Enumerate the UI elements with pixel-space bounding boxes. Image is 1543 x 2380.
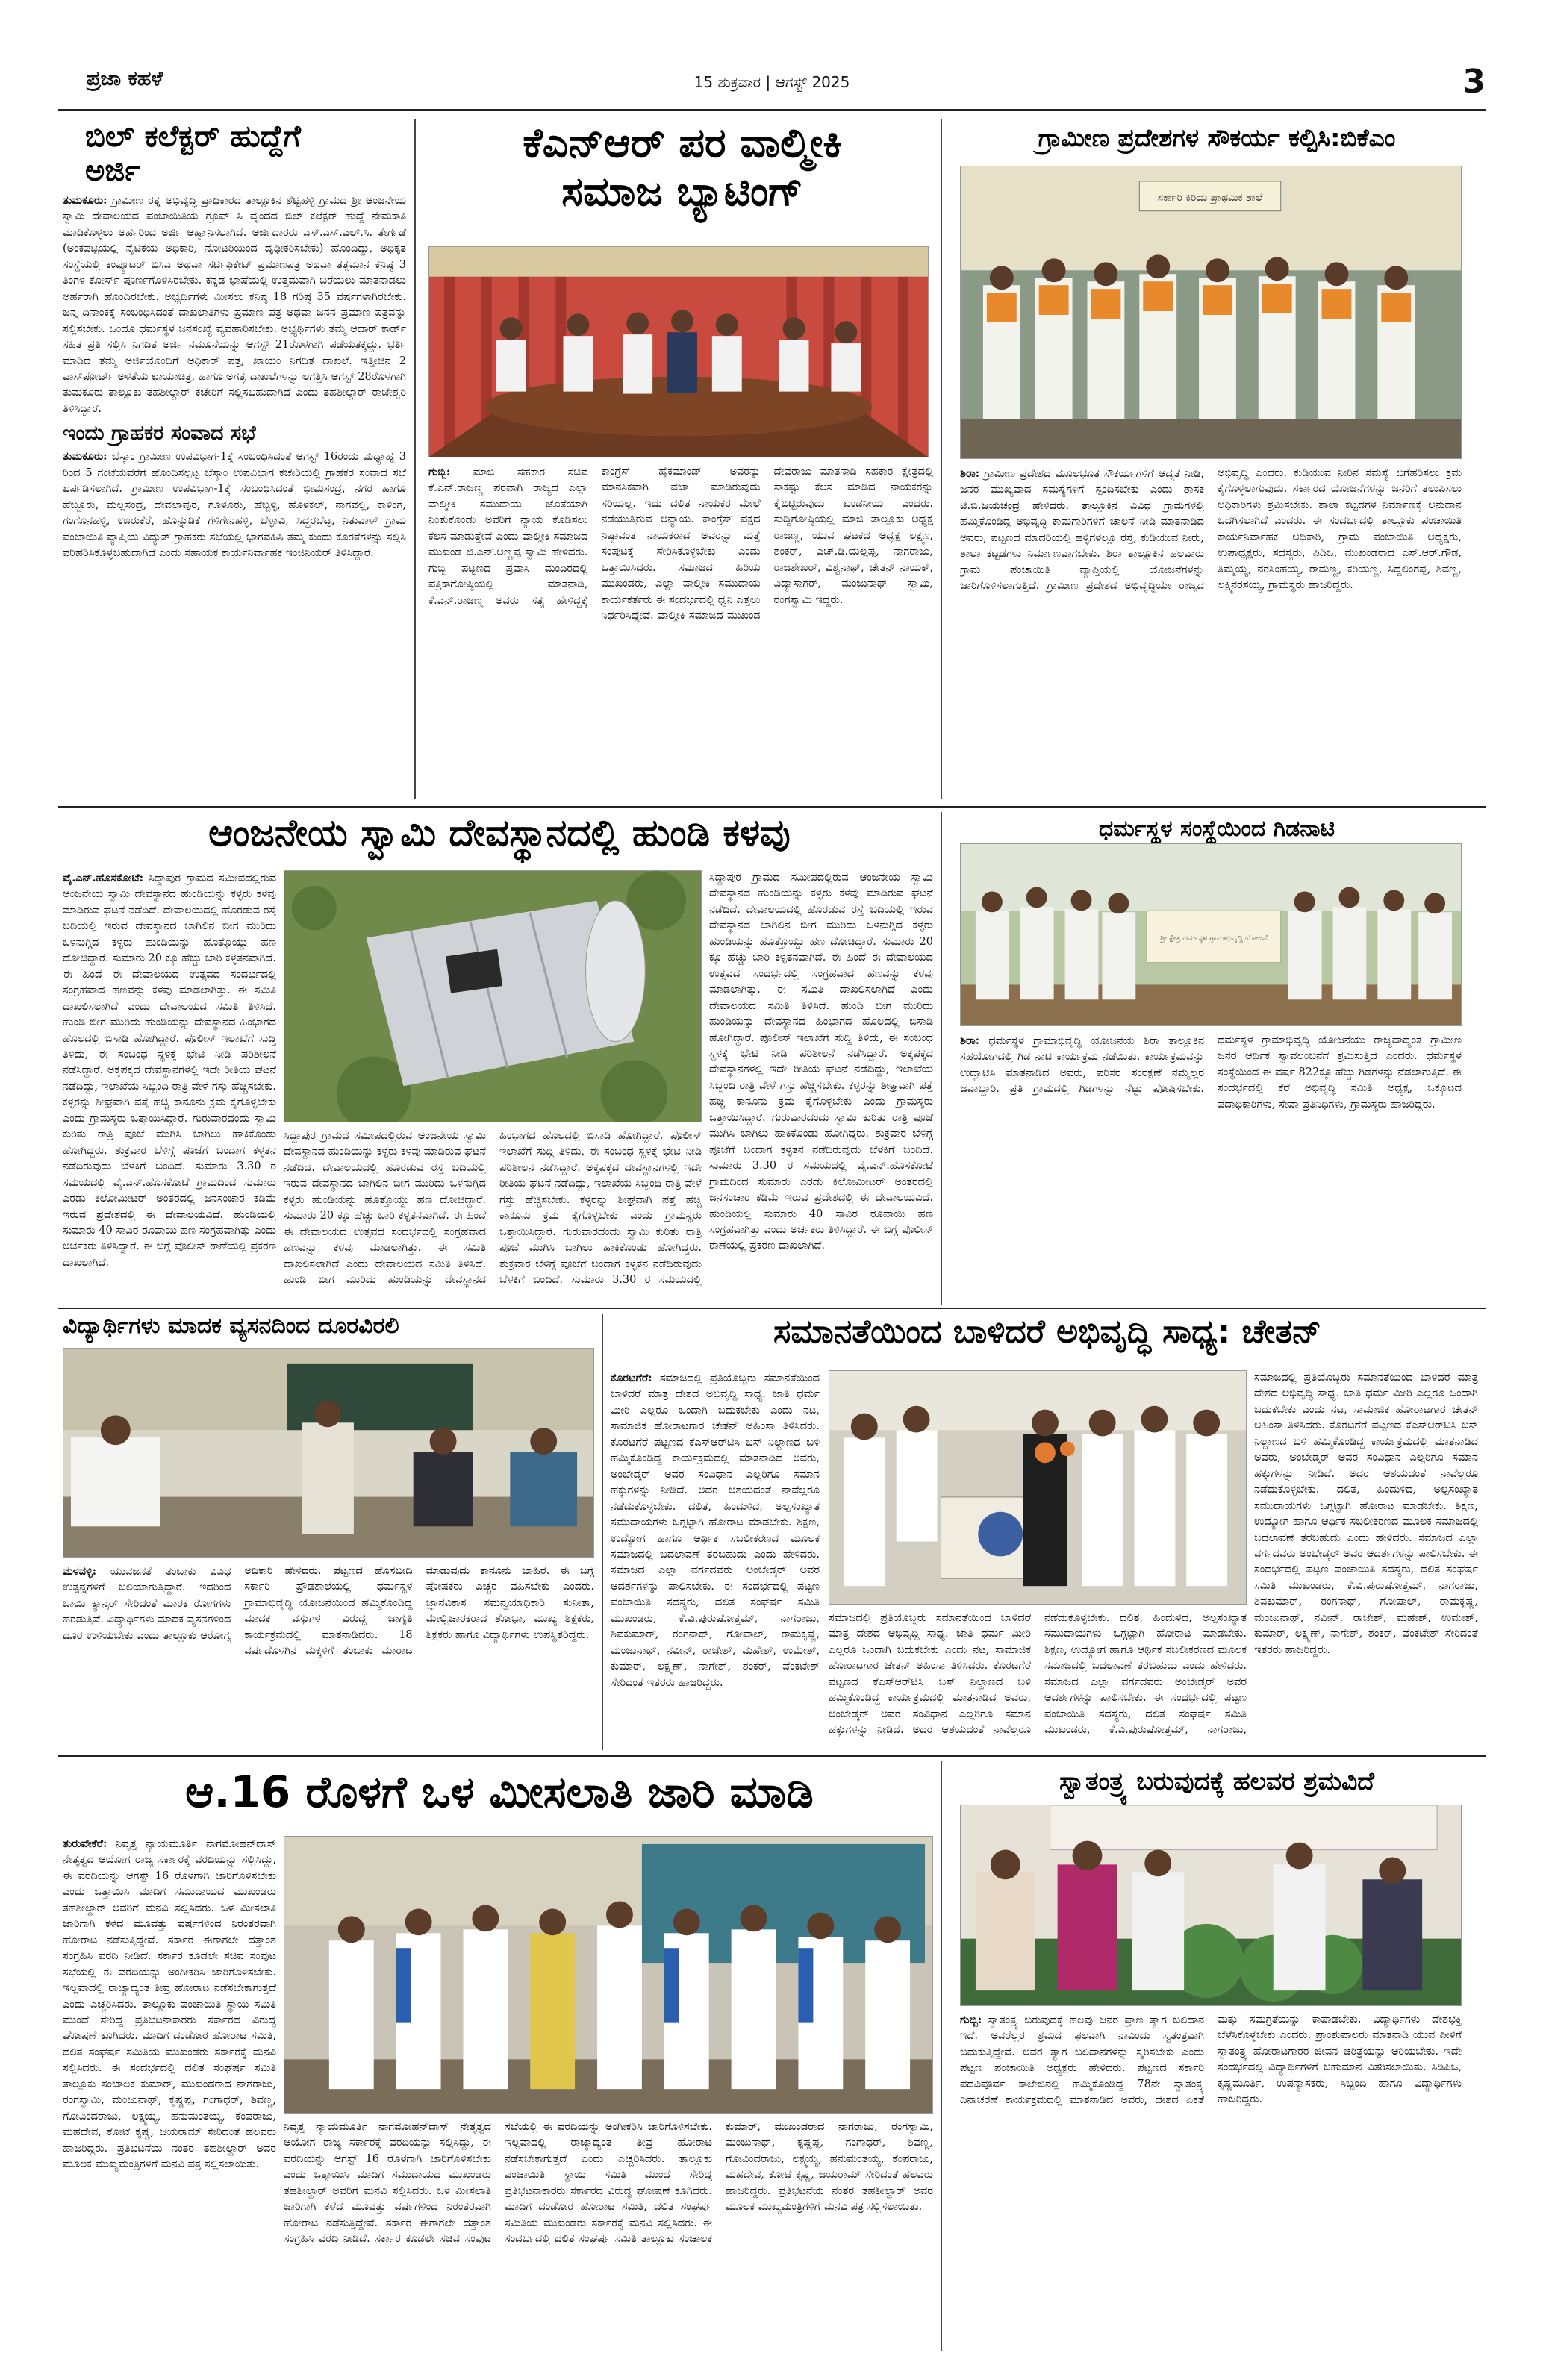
article-bill-collector: [63, 119, 406, 806]
issue-date: 15 ಶುಕ್ರವಾರ | ಆಗಸ್ಟ್ 2025: [693, 73, 850, 91]
column-rule: [602, 1314, 603, 1750]
page-number: 3: [1462, 63, 1486, 101]
body-text: ಬೆಸ್ಕಾಂ ಗ್ರಾಮೀಣ ಉಪವಿಭಾಗ-1ಕ್ಕೆ ಸಂಬಂಧಿಸಿದಂತೆ ಆಗಸ್ಟ್ 16ರಂದು ಮಧ್ಯಾಹ್ನ 3 ರಿಂದ 5 ಗಂಟೆಯವರೆಗೆ ಹೊಂದಿಸಲ್ಪಟ್ಟ ಬೆಸ್ಕಾಂ ಉಪವಿಭಾಗ ಕಚೇರಿಯಲ್ಲಿ ಗ್ರಾಹಕರ ಸಂವಾದ ಸಭೆ ಏರ್ಪಡಿಸಲಾಗಿದೆ. ಗ್ರಾಮೀಣ ಉಪವಿಭಾಗ-1ಕ್ಕೆ ಸಂಬಂಧಿಸಿದಂತೆ ಭೀಮಸಂದ್ರ, ನಗರ ಹಾಗೂ ಹೆಬ್ಬೂರು, ಮಲ್ಲಸಂದ್ರ, ದೇವಲಾಪುರ, ಗೂಳೂರು, ಹೆಬ್ಬಳ್ಳಿ, ಹೊಳಕಲ್, ನಾಗವಲ್ಲಿ, ಕಾಳಿಂಗ, ಗಂಗೊನಹಳ್ಳಿ, ಊರುಕೆರೆ, ಹೊನ್ನುಡಿಕೆ ಗಳಿಗೇನಹಳ್ಳಿ, ಬೆಳ್ಳಾವಿ, ಸಿದ್ದರಬೆಟ್ಟ, ನಿತುವಾಳ್ ಗ್ರಾಮ ಪಂಚಾಯಿತಿ ವ್ಯಾಪ್ತಿಯ ವಿದ್ಯುತ್ ಗ್ರಾಹಕರು ಸಭೆಯಲ್ಲಿ ಭಾಗವಹಿಸಿ ತಮ್ಮ ಕುಂದು ಕೊರತೆಗಳನ್ನು ಸಲ್ಲಿಸಿ ಪರಿಹರಿಸಿಕೊಳ್ಳಬಹುದಾಗಿದೆ ಎಂದು ಸಹಾಯಕ ಕಾರ್ಯನಿರ್ವಾಹಕ ಇಂಜಿನಿಯರ್ ತಿಳಿಸಿದ್ದಾರೆ.: [63, 451, 406, 560]
photo-stolen-hundi: [284, 870, 702, 1122]
article-rural-facilities: [950, 119, 1484, 164]
article-hundi-body-right: [709, 870, 933, 1303]
row-rule: [58, 1755, 1486, 1757]
article-hundi-body-bottom: [284, 1128, 702, 1303]
body-text: ಸ್ವಾತಂತ್ರ್ಯ ಬರುವುದಕ್ಕೆ ಹಲವು ಜನರ ಪ್ರಾಣ ತ್ಯಾಗ ಬಲಿದಾನ ಇದೆ. ಅವರೆಲ್ಲರ ಶ್ರಮದ ಫಲವಾಗಿ ನಾವಿಂದು ಸ್ವತಂತ್ರವಾಗಿ ಬದುಕುತ್ತಿದ್ದೇವೆ. ಅವರ ತ್ಯಾಗ ಬಲಿದಾನಗಳನ್ನು ಸ್ಮರಿಸಬೇಕು ಎಂದು ಪಟ್ಟಣ ಪಂಚಾಯಿತಿ ಅಧ್ಯಕ್ಷರು ಹೇಳಿದರು. ಪಟ್ಟಣದ ಸರ್ಕಾರಿ ಪದವಿಪೂರ್ವ ಕಾಲೇಜಿನಲ್ಲಿ ಹಮ್ಮಿಕೊಂಡಿದ್ದ 78ನೇ ಸ್ವಾತಂತ್ರ್ಯ ದಿನಾಚರಣೆ ಕಾರ್ಯಕ್ರಮದಲ್ಲಿ ಮಾತನಾಡಿದ ಅವರು, ದೇಶದ ಏಕತೆ ಮತ್ತು ಸಮಗ್ರತೆಯನ್ನು ಕಾಪಾಡಬೇಕು. ವಿದ್ಯಾರ್ಥಿಗಳು ದೇಶಭಕ್ತಿ ಬೆಳೆಸಿಕೊಳ್ಳಬೇಕು ಎಂದರು. ಪ್ರಾಂಶುಪಾಲರು ಮಾತನಾಡಿ ಯುವ ಪೀಳಿಗೆ ಸ್ವಾತಂತ್ರ್ಯ ಹೋರಾಟಗಾರರ ಜೀವನ ಚರಿತ್ರೆಯನ್ನು ಅರಿಯಬೇಕು. ಇದೇ ಸಂದರ್ಭದಲ್ಲಿ ವಿದ್ಯಾರ್ಥಿಗಳಿಗೆ ಬಹುಮಾನ ವಿತರಿಸಲಾಯಿತು. ಸಿಡಿಪಿಒ, ಕೃಷ್ಣಮೂರ್ತಿ, ಉಪನ್ಯಾಸಕರು, ಸಿಬ್ಬಂದಿ ಹಾಗೂ ವಿದ್ಯಾರ್ಥಿಗಳು ಹಾಜರಿದ್ದರು.: [960, 2014, 1462, 2107]
photo-school-program: [63, 1348, 594, 1558]
article-reservation-body-left: [63, 1836, 276, 2351]
headline: ಸ್ವಾತಂತ್ರ್ಯ ಬರುವುದಕ್ಕೆ ಹಲವರ ಶ್ರಮವಿದೆ: [1059, 1767, 1374, 1796]
body-text: ಯುವಜನತೆ ತಂಬಾಕು ವಿವಿಧ ಉತ್ಪನ್ನಗಳಿಗೆ ಬಲಿಯಾಗುತ್ತಿದ್ದಾರೆ. ಇದರಿಂದ ಬಾಯಿ ಕ್ಯಾನ್ಸರ್ ಸೇರಿದಂತೆ ಮಾರಕ ರೋಗಗಳು ಹರಡುತ್ತಿವೆ. ವಿದ್ಯಾರ್ಥಿಗಳು ಮಾದಕ ವ್ಯಸನಗಳಿಂದ ದೂರ ಉಳಿಯಬೇಕು ಎಂದು ತಾಲ್ಲೂಕು ಆರೋಗ್ಯ ಅಧಿಕಾರಿ ಹೇಳಿದರು. ಪಟ್ಟಣದ ಹೊಸಬೀದಿ ಸರ್ಕಾರಿ ಪ್ರೌಢಶಾಲೆಯಲ್ಲಿ ಧರ್ಮಸ್ಥಳ ಗ್ರಾಮಾಭಿವೃದ್ಧಿ ಯೋಜನೆಯಿಂದ ಹಮ್ಮಿಕೊಂಡಿದ್ದ ಮಾದಕ ವಸ್ತುಗಳ ವಿರುದ್ಧ ಜಾಗೃತಿ ಕಾರ್ಯಕ್ರಮದಲ್ಲಿ ಮಾತನಾಡಿದರು. 18 ವರ್ಷದೊಳಗಿನ ಮಕ್ಕಳಿಗೆ ತಂಬಾಕು ಮಾರಾಟ ಮಾಡುವುದು ಕಾನೂನು ಬಾಹಿರ. ಈ ಬಗ್ಗೆ ಪೋಷಕರು ಎಚ್ಚರ ವಹಿಸಬೇಕು ಎಂದರು. ಜ್ಞಾನವಿಕಾಸ ಸಮನ್ವಯಾಧಿಕಾರಿ ಸುನೀತಾ, ಮೇಲ್ವಿಚಾರಕರಾದ ಶೋಭಾ, ಮುಖ್ಯ ಶಿಕ್ಷಕರು, ಶಿಕ್ಷಕರು ಹಾಗೂ ವಿದ್ಯಾರ್ಥಿಗಳು ಉಪಸ್ಥಿತರಿದ್ದರು.: [63, 1565, 594, 1658]
newspaper-name: ಪ್ರಜಾ ಕಹಳೆ: [87, 67, 163, 90]
column-rule: [941, 119, 942, 799]
headline: ಆ.16 ರೊಳಗೆ ಒಳ ಮೀಸಲಾತಿ ಜಾರಿ ಮಾಡಿ: [185, 1767, 814, 1817]
body-text: ಗ್ರಾಮೀಣ ರತ್ನ ಅಭಿವೃದ್ಧಿ ಪ್ರಾಧಿಕಾರದ ತಾಲ್ಲೂಕಿನ ಶೆಟ್ಟಿಹಳ್ಳಿ ಗ್ರಾಮದ ಶ್ರೀ ಆಂಜನೇಯ ಸ್ವಾಮಿ ದೇವಾಲಯದ ಪಂಚಾಯಿತಿಯ ಗ್ರೂಪ್ ಸಿ ವೃಂದದ ಬಿಲ್ ಕಲೆಕ್ಟರ್ ಹುದ್ದೆ ನೇಮಕಾತಿ ಮಾಡಿಕೊಳ್ಳಲು ಅರ್ಹರಿಂದ ಅರ್ಜಿ ಆಹ್ವಾನಿಸಲಾಗಿದೆ. ಅರ್ಜಿದಾರರು ಎಸ್.ಎಸ್.ಎಲ್.ಸಿ. ತೇರ್ಗಡೆ (ಅಂಕಪಟ್ಟಿಯಲ್ಲಿ ನೈಟಿಕೆಯ ಅಧಿಕಾರಿ, ನೋಟರಿಯಿಂದ ದೃಢೀಕರಿಸಬೇಕು) ಹೊಂದಿದ್ದು, ಅಧಿಕೃತ ಸಂಸ್ಥೆಯಲ್ಲಿ ಕಂಪ್ಯೂಟರ್ ಬಿಸಿಎ ಅಥವಾ ಸರ್ಟಿಫಿಕೇಟ್ ಪ್ರಮಾಣಪತ್ರ ಅಥವಾ ತತ್ಸಮಾನ ಕನಿಷ್ಠ 3 ತಿಂಗಳ ಕೋರ್ಸ್ ಪೂರ್ಣಗೊಳಿಸಿರಬೇಕು. ಕನ್ನಡ ಭಾಷೆಯಲ್ಲಿ ಉತ್ತಮವಾಗಿ ಬರೆಯಲು ಮಾತನಾಡಲು ಅರ್ಹರಾಗಿ ಹೊಂದಿರಬೇಕು. ಅಭ್ಯರ್ಥಿಗಳು ಮೀಸಲು ಕನಿಷ್ಠ 18 ಗರಿಷ್ಠ 35 ವರ್ಷಗಳಾಗಿರಬೇಕು. ಜನ್ಮ ದಿನಾಂಕಕ್ಕೆ ಸಂಬಂಧಿಸಿದಂತೆ ದಾಖಲಾತಿಗಳು ಪ್ರಮಾಣ ಪತ್ರ ಅಥವಾ ಜನನ ಪ್ರಮಾಣ ಪತ್ರವನ್ನು ಸಲ್ಲಿಸಬೇಕು. ಒಂದೂ ಧರ್ಮಸ್ಥಳ ಜನಸಂಖ್ಯೆ ವ್ಯವಹಾರಿಸಬೇಕು. ಅಭ್ಯರ್ಥಿಗಳು ತಮ್ಮ ಆಧಾರ್ ಕಾರ್ಡ್ ಸಹಿತ ಪ್ರತಿ ಸಲ್ಲಿಸಿ ನಿಗದಿತ ಅರ್ಜಿ ನಮೂನೆಯನ್ನು ಆಗಸ್ಟ್ 21ರೊಳಗಾಗಿ ಪಡೆಯತಕ್ಕದ್ದು. ಭರ್ತಿ ಮಾಡಿದ ತಮ್ಮ ಅರ್ಜಿಯೊಂದಿಗೆ ಅಧಿಕಾರ್ ಪತ್ರ, ಖಾಯಂ ನಿಗದಿತ ದಾಖಲೆ. ಇತ್ತೀಚಿನ 2 ಪಾಸ್‌ಪೋರ್ಟ್ ಅಳತೆಯ ಛಾಯಾಚಿತ್ರ, ಹಾಗೂ ಅಗತ್ಯ ದಾಖಲೆಗಳನ್ನು ಲಗತ್ತಿಸಿ ಆಗಸ್ಟ್ 28ರೊಳಗಾಗಿ ತುಮಕೂರು ತಾಲ್ಲೂಕು ತಹಶೀಲ್ದಾರ್ ಕಚೇರಿಗೆ ಸಲ್ಲಿಸಬಹುದಾಗಿದೆ ಎಂದು ತಹಶೀಲ್ದಾರ್ ರಾಜೇಶ್ವರಿ ತಿಳಿಸಿದ್ದಾರೆ.: [63, 195, 406, 415]
body-text: ಧರ್ಮಸ್ಥಳ ಗ್ರಾಮಾಭಿವೃದ್ಧಿ ಯೋಜನೆಯ ಶಿರಾ ತಾಲ್ಲೂಕಿನ ಸಹಯೋಗದಲ್ಲಿ ಗಿಡ ನಾಟಿ ಕಾರ್ಯಕ್ರಮ ನಡೆಯಿತು. ಕಾರ್ಯಕ್ರಮವನ್ನು ಉದ್ಘಾಟಿಸಿ ಮಾತನಾಡಿದ ಅವರು, ಪರಿಸರ ಸಂರಕ್ಷಣೆ ನಮ್ಮೆಲ್ಲರ ಜವಾಬ್ದಾರಿ. ಪ್ರತಿ ಗ್ರಾಮದಲ್ಲಿ ಗಿಡಗಳನ್ನು ನೆಟ್ಟು ಪೋಷಿಸಬೇಕು. ಧರ್ಮಸ್ಥಳ ಗ್ರಾಮಾಭಿವೃದ್ಧಿ ಯೋಜನೆಯು ರಾಜ್ಯದಾದ್ಯಂತ ಗ್ರಾಮೀಣ ಜನರ ಆರ್ಥಿಕ ಸ್ವಾವಲಂಬನೆಗೆ ಶ್ರಮಿಸುತ್ತಿದೆ ಎಂದರು. ಧರ್ಮಸ್ಥಳ ಸಂಸ್ಥೆಯಿಂದ ಈ ವರ್ಷ 822ಕ್ಕೂ ಹೆಚ್ಚು ಗಿಡಗಳನ್ನು ನೆಡಲಾಗುತ್ತಿದೆ. ಈ ಸಂದರ್ಭದಲ್ಲಿ ಕೆರೆ ಅಭಿವೃದ್ಧಿ ಸಮಿತಿ ಅಧ್ಯಕ್ಷ, ಒಕ್ಕೂಟದ ಪದಾಧಿಕಾರಿಗಳು, ಸೇವಾ ಪ್ರತಿನಿಧಿಗಳು, ಗ್ರಾಮಸ್ಥರು ಹಾಜರಿದ್ದರು.: [960, 1034, 1462, 1111]
photo-protest: [284, 1836, 933, 2114]
headline: ಕೆಎನ್ಆರ್ ಪರ ವಾಲ್ಮೀಕಿ ಸಮಾಜ ಬ್ಯಾಟಿಂಗ್: [523, 119, 842, 215]
body-text: ಸಿದ್ದಾಪುರ ಗ್ರಾಮದ ಸಮೀಪದಲ್ಲಿರುವ ಆಂಜನೇಯ ಸ್ವಾಮಿ ದೇವಸ್ಥಾನದ ಹುಂಡಿಯನ್ನು ಕಳ್ಳರು ಕಳವು ಮಾಡಿರುವ ಘಟನೆ ನಡೆದಿದೆ. ದೇವಾಲಯದಲ್ಲಿ ಹೊರಡುವ ರಸ್ತೆ ಬದಿಯಲ್ಲಿ ಇರುವ ದೇವಸ್ಥಾನದ ಬಾಗಿಲಿನ ಬೀಗ ಮುರಿದು ಒಳನುಗ್ಗಿದ ಕಳ್ಳರು ಹುಂಡಿಯನ್ನು ಹೊತ್ತೊಯ್ದು ಹಣ ದೋಚಿದ್ದಾರೆ. ಸುಮಾರು 20 ಕ್ಕೂ ಹೆಚ್ಚು ಬಾರಿ ಕಳ್ಳತನವಾಗಿದೆ. ಈ ಹಿಂದೆ ಈ ದೇವಾಲಯದ ಉತ್ಸವದ ಸಂದರ್ಭದಲ್ಲಿ ಸಂಗ್ರಹವಾದ ಹಣವನ್ನು ಕಳವು ಮಾಡಲಾಗಿತ್ತು. ಈ ಸಮಿತಿ ದಾಖಲಿಸಲಾಗಿದೆ ಎಂದು ದೇವಾಲಯದ ಸಮಿತಿ ತಿಳಿಸಿದೆ. ಹುಂಡಿ ಬೀಗ ಮುರಿದು ಹುಂಡಿಯನ್ನು ದೇವಸ್ಥಾನದ ಹಿಂಭಾಗದ ಹೊಲದಲ್ಲಿ ಬಿಸಾಡಿ ಹೋಗಿದ್ದಾರೆ. ಪೊಲೀಸ್ ಇಲಾಖೆಗೆ ಸುದ್ದಿ ತಿಳಿದು, ಈ ಸಂಬಂಧ ಸ್ಥಳಕ್ಕೆ ಭೇಟಿ ನೀಡಿ ಪರಿಶೀಲನೆ ನಡೆಸಿದ್ದಾರೆ. ಅಕ್ಕಪಕ್ಕದ ದೇವಸ್ಥಾನಗಳಲ್ಲಿ ಇದೇ ರೀತಿಯ ಘಟನೆ ನಡೆದಿದ್ದು, ಇಲಾಖೆಯ ಸಿಬ್ಬಂದಿ ರಾತ್ರಿ ವೇಳೆ ಗಸ್ತು ಹೆಚ್ಚಿಸಬೇಕು. ಕಳ್ಳರನ್ನು ಶೀಘ್ರವಾಗಿ ಪತ್ತೆ ಹಚ್ಚಿ ಕಾನೂನು ಕ್ರಮ ಕೈಗೊಳ್ಳಬೇಕು ಎಂದು ಗ್ರಾಮಸ್ಥರು ಒತ್ತಾಯಿಸಿದ್ದಾರೆ. ಗುರುವಾರದಂದು ಸ್ವಾಮಿ ಕುರಿತು ರಾತ್ರಿ ಪೂಜೆ ಮುಗಿಸಿ ಬಾಗಿಲು ಹಾಕಿಕೊಂಡು ಹೋಗಿದ್ದರು. ಶುಕ್ರವಾರ ಬೆಳಿಗ್ಗೆ ಪೂಜೆಗೆ ಬಂದಾಗ ಕಳ್ಳತನ ನಡೆದಿರುವುದು ಬೆಳಕಿಗೆ ಬಂದಿದೆ. ಸುಮಾರು 3.30 ರ ಸಮಯದಲ್ಲಿ: [284, 1130, 702, 1287]
article-body-2: [63, 449, 406, 561]
dateline: ಗುಬ್ಬಿ:: [960, 2014, 982, 2026]
body-text: ನಿವೃತ್ತ ನ್ಯಾಯಮೂರ್ತಿ ನಾಗಮೋಹನ್‌ದಾಸ್ ನೇತೃತ್ವದ ಆಯೋಗ ರಾಜ್ಯ ಸರ್ಕಾರಕ್ಕೆ ವರದಿಯನ್ನು ಸಲ್ಲಿಸಿದ್ದು, ಈ ವರದಿಯನ್ನು ಆಗಸ್ಟ್ 16 ರೊಳಗಾಗಿ ಜಾರಿಗೊಳಿಸಬೇಕು ಎಂದು ಒತ್ತಾಯಿಸಿ ಮಾದಿಗ ಸಮುದಾಯದ ಮುಖಂಡರು ತಹಶೀಲ್ದಾರ್ ಅವರಿಗೆ ಮನವಿ ಸಲ್ಲಿಸಿದರು. ಒಳ ಮೀಸಲಾತಿ ಜಾರಿಗಾಗಿ ಕಳೆದ ಮೂವತ್ತು ವರ್ಷಗಳಿಂದ ನಿರಂತರವಾಗಿ ಹೋರಾಟ ನಡೆಸುತ್ತಿದ್ದೇವೆ. ಸರ್ಕಾರ ಈಗಾಗಲೇ ದತ್ತಾಂಶ ಸಂಗ್ರಹಿಸಿ ವರದಿ ನೀಡಿದೆ. ಸರ್ಕಾರ ಕೂಡಲೇ ಸಚಿವ ಸಂಪುಟ ಸಭೆಯಲ್ಲಿ ಈ ವರದಿಯನ್ನು ಅಂಗೀಕರಿಸಿ ಜಾರಿಗೊಳಿಸಬೇಕು. ಇಲ್ಲವಾದಲ್ಲಿ ರಾಜ್ಯಾದ್ಯಂತ ತೀವ್ರ ಹೋರಾಟ ನಡೆಸಬೇಕಾಗುತ್ತದೆ ಎಂದು ಎಚ್ಚರಿಸಿದರು. ತಾಲ್ಲೂಕು ಪಂಚಾಯಿತಿ ಸ್ಥಾಯಿ ಸಮಿತಿ ಮುಂದೆ ಸೇರಿದ್ದ ಪ್ರತಿಭಟನಾಕಾರರು ಸರ್ಕಾರದ ವಿರುದ್ಧ ಘೋಷಣೆ ಕೂಗಿದರು. ಮಾದಿಗ ದಂಡೋರ ಹೋರಾಟ ಸಮಿತಿ, ದಲಿತ ಸಂಘರ್ಷ ಸಮಿತಿಯ ಮುಖಂಡರು ಸರ್ಕಾರಕ್ಕೆ ಮನವಿ ಸಲ್ಲಿಸಿದರು. ಈ ಸಂದರ್ಭದಲ್ಲಿ ದಲಿತ ಸಂಘರ್ಷ ಸಮಿತಿ ತಾಲ್ಲೂಕು ಸಂಚಾಲಕ ಕುಮಾರ್, ಮುಖಂಡರಾದ ನಾಗರಾಜು, ರಂಗಸ್ವಾಮಿ, ಮಂಜುನಾಥ್, ಕೃಷ್ಣಪ್ಪ, ಗಂಗಾಧರ್, ಶಿವಣ್ಣ, ಗೋವಿಂದರಾಜು, ಲಕ್ಷ್ಮಯ್ಯ, ಹನುಮಂತಯ್ಯ, ಕೆಂಪರಾಜು, ಮಹದೇವ, ಕೋಟೆ ಕೃಷ್ಣ, ಜಯರಾಮ್ ಸೇರಿದಂತೆ ಹಲವರು ಹಾಜರಿದ್ದರು. ಪ್ರತಿಭಟನೆಯ ನಂತರ ತಹಶೀಲ್ದಾರ್ ಅವರ ಮೂಲಕ ಮುಖ್ಯಮಂತ್ರಿಗಳಿಗೆ ಮನವಿ ಪತ್ರ ಸಲ್ಲಿಸಲಾಯಿತು.: [284, 2121, 933, 2246]
photo-rural-event: [960, 166, 1462, 459]
article-independence-body: [960, 2012, 1462, 2351]
dateline: ಗುಬ್ಬಿ:: [428, 466, 451, 478]
banner-text: ಶ್ರೀ ಕ್ಷೇತ್ರ ಧರ್ಮಸ್ಥಳ ಗ್ರಾಮಾಭಿವೃದ್ಧಿ ಯೋಜನೆ: [1160, 934, 1268, 943]
article-rural-body: [960, 466, 1462, 799]
headline: ಆಂಜನೇಯ ಸ್ವಾಮಿ ದೇವಸ್ಥಾನದಲ್ಲಿ ಹುಂಡಿ ಕಳವು: [208, 812, 791, 855]
body-text: ನಿವೃತ್ತ ನ್ಯಾಯಮೂರ್ತಿ ನಾಗಮೋಹನ್‌ದಾಸ್ ನೇತೃತ್ವದ ಆಯೋಗ ರಾಜ್ಯ ಸರ್ಕಾರಕ್ಕೆ ವರದಿಯನ್ನು ಸಲ್ಲಿಸಿದ್ದು, ಈ ವರದಿಯನ್ನು ಆಗಸ್ಟ್ 16 ರೊಳಗಾಗಿ ಜಾರಿಗೊಳಿಸಬೇಕು ಎಂದು ಒತ್ತಾಯಿಸಿ ಮಾದಿಗ ಸಮುದಾಯದ ಮುಖಂಡರು ತಹಶೀಲ್ದಾರ್ ಅವರಿಗೆ ಮನವಿ ಸಲ್ಲಿಸಿದರು. ಒಳ ಮೀಸಲಾತಿ ಜಾರಿಗಾಗಿ ಕಳೆದ ಮೂವತ್ತು ವರ್ಷಗಳಿಂದ ನಿರಂತರವಾಗಿ ಹೋರಾಟ ನಡೆಸುತ್ತಿದ್ದೇವೆ. ಸರ್ಕಾರ ಈಗಾಗಲೇ ದತ್ತಾಂಶ ಸಂಗ್ರಹಿಸಿ ವರದಿ ನೀಡಿದೆ. ಸರ್ಕಾರ ಕೂಡಲೇ ಸಚಿವ ಸಂಪುಟ ಸಭೆಯಲ್ಲಿ ಈ ವರದಿಯನ್ನು ಅಂಗೀಕರಿಸಿ ಜಾರಿಗೊಳಿಸಬೇಕು. ಇಲ್ಲವಾದಲ್ಲಿ ರಾಜ್ಯಾದ್ಯಂತ ತೀವ್ರ ಹೋರಾಟ ನಡೆಸಬೇಕಾಗುತ್ತದೆ ಎಂದು ಎಚ್ಚರಿಸಿದರು. ತಾಲ್ಲೂಕು ಪಂಚಾಯಿತಿ ಸ್ಥಾಯಿ ಸಮಿತಿ ಮುಂದೆ ಸೇರಿದ್ದ ಪ್ರತಿಭಟನಾಕಾರರು ಸರ್ಕಾರದ ವಿರುದ್ಧ ಘೋಷಣೆ ಕೂಗಿದರು. ಮಾದಿಗ ದಂಡೋರ ಹೋರಾಟ ಸಮಿತಿ, ದಲಿತ ಸಂಘರ್ಷ ಸಮಿತಿಯ ಮುಖಂಡರು ಸರ್ಕಾರಕ್ಕೆ ಮನವಿ ಸಲ್ಲಿಸಿದರು. ಈ ಸಂದರ್ಭದಲ್ಲಿ ದಲಿತ ಸಂಘರ್ಷ ಸಮಿತಿ ತಾಲ್ಲೂಕು ಸಂಚಾಲಕ ಕುಮಾರ್, ಮುಖಂಡರಾದ ನಾಗರಾಜು, ರಂಗಸ್ವಾಮಿ, ಮಂಜುನಾಥ್, ಕೃಷ್ಣಪ್ಪ, ಗಂಗಾಧರ್, ಶಿವಣ್ಣ, ಗೋವಿಂದರಾಜು, ಲಕ್ಷ್ಮಯ್ಯ, ಹನುಮಂತಯ್ಯ, ಕೆಂಪರಾಜು, ಮಹದೇವ, ಕೋಟೆ ಕೃಷ್ಣ, ಜಯರಾಮ್ ಸೇರಿದಂತೆ ಹಲವರು ಹಾಜರಿದ್ದರು. ಪ್ರತಿಭಟನೆಯ ನಂತರ ತಹಶೀಲ್ದಾರ್ ಅವರ ಮೂಲಕ ಮುಖ್ಯಮಂತ್ರಿಗಳಿಗೆ ಮನವಿ ಪತ್ರ ಸಲ್ಲಿಸಲಾಯಿತು.: [63, 1838, 276, 2171]
dateline: ತುಮಕೂರು:: [63, 194, 107, 207]
headline: ಸಮಾನತೆಯಿಂದ ಬಾಳಿದರೆ ಅಭಿವೃದ್ಧಿ ಸಾಧ್ಯ: ಚೇತನ್: [773, 1314, 1322, 1351]
photo-equality-event: [829, 1370, 1247, 1605]
headline: ಧರ್ಮಸ್ಥಳ ಸಂಸ್ಥೆಯಿಂದ ಗಿಡನಾಟಿ: [1098, 816, 1335, 842]
column-rule: [414, 119, 416, 799]
body-text: ಸಮಾಜದಲ್ಲಿ ಪ್ರತಿಯೊಬ್ಬರು ಸಮಾನತೆಯಿಂದ ಬಾಳಿದರೆ ಮಾತ್ರ ದೇಶದ ಅಭಿವೃದ್ಧಿ ಸಾಧ್ಯ. ಜಾತಿ ಧರ್ಮ ಮೀರಿ ಎಲ್ಲರೂ ಒಂದಾಗಿ ಬದುಕಬೇಕು ಎಂದು ನಟ, ಸಾಮಾಜಿಕ ಹೋರಾಟಗಾರ ಚೇತನ್ ಅಹಿಂಸಾ ತಿಳಿಸಿದರು. ಕೊರಟಗೆರೆ ಪಟ್ಟಣದ ಕೆಎಸ್ಆರ್‌ಟಿಸಿ ಬಸ್ ನಿಲ್ದಾಣದ ಬಳಿ ಹಮ್ಮಿಕೊಂಡಿದ್ದ ಕಾರ್ಯಕ್ರಮದಲ್ಲಿ ಮಾತನಾಡಿದ ಅವರು, ಅಂಬೇಡ್ಕರ್ ಅವರ ಸಂವಿಧಾನ ಎಲ್ಲರಿಗೂ ಸಮಾನ ಹಕ್ಕುಗಳನ್ನು ನೀಡಿದೆ. ಅದರ ಆಶಯದಂತೆ ನಾವೆಲ್ಲರೂ ನಡೆದುಕೊಳ್ಳಬೇಕು. ದಲಿತ, ಹಿಂದುಳಿದ, ಅಲ್ಪಸಂಖ್ಯಾತ ಸಮುದಾಯಗಳು ಒಗ್ಗಟ್ಟಾಗಿ ಹೋರಾಟ ಮಾಡಬೇಕು. ಶಿಕ್ಷಣ, ಉದ್ಯೋಗ ಹಾಗೂ ಆರ್ಥಿಕ ಸಬಲೀಕರಣದ ಮೂಲಕ ಸಮಾಜದಲ್ಲಿ ಬದಲಾವಣೆ ತರಬಹುದು ಎಂದು ಹೇಳಿದರು. ಸಮಾಜದ ಎಲ್ಲಾ ವರ್ಗದವರು ಅಂಬೇಡ್ಕರ್ ಅವರ ಆದರ್ಶಗಳನ್ನು ಪಾಲಿಸಬೇಕು. ಈ ಸಂದರ್ಭದಲ್ಲಿ ಪಟ್ಟಣ ಪಂಚಾಯಿತಿ ಸದಸ್ಯರು, ದಲಿತ ಸಂಘರ್ಷ ಸಮಿತಿ ಮುಖಂಡರು, ಕೆ.ವಿ.ಪುರುಷೋತ್ತಮ್, ನಾಗರಾಜು, ಶಿವಕುಮಾರ್, ರಂಗನಾಥ್, ಗೋಪಾಲ್, ರಾಮಕೃಷ್ಣ, ಮಂಜುನಾಥ್, ನವೀನ್, ರಾಜೇಶ್, ಮಹೇಶ್, ಉಮೇಶ್, ಕುಮಾರ್, ಲಕ್ಷ್ಮಣ್, ನಾಗೇಶ್, ಶಂಕರ್, ವೆಂಕಟೇಶ್ ಸೇರಿದಂತೆ ಇತರರು ಹಾಜರಿದ್ದರು.: [1254, 1372, 1478, 1656]
body-text: ಸಮಾಜದಲ್ಲಿ ಪ್ರತಿಯೊಬ್ಬರು ಸಮಾನತೆಯಿಂದ ಬಾಳಿದರೆ ಮಾತ್ರ ದೇಶದ ಅಭಿವೃದ್ಧಿ ಸಾಧ್ಯ. ಜಾತಿ ಧರ್ಮ ಮೀರಿ ಎಲ್ಲರೂ ಒಂದಾಗಿ ಬದುಕಬೇಕು ಎಂದು ನಟ, ಸಾಮಾಜಿಕ ಹೋರಾಟಗಾರ ಚೇತನ್ ಅಹಿಂಸಾ ತಿಳಿಸಿದರು. ಕೊರಟಗೆರೆ ಪಟ್ಟಣದ ಕೆಎಸ್ಆರ್‌ಟಿಸಿ ಬಸ್ ನಿಲ್ದಾಣದ ಬಳಿ ಹಮ್ಮಿಕೊಂಡಿದ್ದ ಕಾರ್ಯಕ್ರಮದಲ್ಲಿ ಮಾತನಾಡಿದ ಅವರು, ಅಂಬೇಡ್ಕರ್ ಅವರ ಸಂವಿಧಾನ ಎಲ್ಲರಿಗೂ ಸಮಾನ ಹಕ್ಕುಗಳನ್ನು ನೀಡಿದೆ. ಅದರ ಆಶಯದಂತೆ ನಾವೆಲ್ಲರೂ ನಡೆದುಕೊಳ್ಳಬೇಕು. ದಲಿತ, ಹಿಂದುಳಿದ, ಅಲ್ಪಸಂಖ್ಯಾತ ಸಮುದಾಯಗಳು ಒಗ್ಗಟ್ಟಾಗಿ ಹೋರಾಟ ಮಾಡಬೇಕು. ಶಿಕ್ಷಣ, ಉದ್ಯೋಗ ಹಾಗೂ ಆರ್ಥಿಕ ಸಬಲೀಕರಣದ ಮೂಲಕ ಸಮಾಜದಲ್ಲಿ ಬದಲಾವಣೆ ತರಬಹುದು ಎಂದು ಹೇಳಿದರು. ಸಮಾಜದ ಎಲ್ಲಾ ವರ್ಗದವರು ಅಂಬೇಡ್ಕರ್ ಅವರ ಆದರ್ಶಗಳನ್ನು ಪಾಲಿಸಬೇಕು. ಈ ಸಂದರ್ಭದಲ್ಲಿ ಪಟ್ಟಣ ಪಂಚಾಯಿತಿ ಸದಸ್ಯರು, ದಲಿತ ಸಂಘರ್ಷ ಸಮಿತಿ ಮುಖಂಡರು, ಕೆ.ವಿ.ಪುರುಷೋತ್ತಮ್, ನಾಗರಾಜು,: [829, 1612, 1247, 1737]
dateline: ತುಮಕೂರು:: [63, 450, 107, 463]
dateline: ತುರುವೇಕೆರೆ:: [63, 1837, 107, 1850]
column-rule: [941, 812, 942, 1305]
article-equality-body-left: [611, 1370, 820, 1751]
dateline: ವೈ.ಎನ್.ಹೊಸಕೋಟೆ:: [63, 872, 144, 884]
article-valmiki-body: [428, 464, 933, 799]
headline: ಬಿಲ್ ಕಲೆಕ್ಟರ್ ಹುದ್ದೆಗೆ ಅರ್ಜಿ: [85, 119, 301, 188]
dateline: ಮಳವಳ್ಳಿ:: [63, 1565, 97, 1578]
article-equality-body-bottom: [829, 1611, 1247, 1751]
article-equality-body-right: [1254, 1370, 1478, 1751]
article-reservation-body-bottom: [284, 2120, 933, 2351]
photo-independence-day: [960, 1805, 1462, 2006]
dateline: ಶಿರಾ:: [960, 1034, 980, 1047]
article-sapling-body: [960, 1033, 1462, 1303]
article-equality: [611, 1314, 1484, 1363]
dateline: ಶಿರಾ:: [960, 467, 980, 480]
row-rule: [58, 806, 1486, 808]
article-hundi-theft: [63, 812, 936, 864]
article-drug-body: [63, 1564, 594, 1750]
photo-press-meet: [428, 246, 929, 457]
column-rule: [941, 1761, 942, 2351]
dateline: ಕೊರಟಗೆರೆ:: [611, 1372, 652, 1384]
body-text: ಗ್ರಾಮೀಣ ಪ್ರದೇಶದ ಮೂಲಭೂತ ಸೌಕರ್ಯಗಳಿಗೆ ಆದ್ಯತೆ ನೀಡಿ, ಜನರ ಮುಖ್ಯವಾದ ಸಮಸ್ಯೆಗಳಿಗೆ ಸ್ಪಂದಿಸಬೇಕು ಎಂದು ಶಾಸಕ ಟಿ.ಬಿ.ಜಯಚಂದ್ರ ಹೇಳಿದರು. ತಾಲ್ಲೂಕಿನ ವಿವಿಧ ಗ್ರಾಮಗಳಲ್ಲಿ ಹಮ್ಮಿಕೊಂಡಿದ್ದ ಅಭಿವೃದ್ಧಿ ಕಾಮಗಾರಿಗಳಿಗೆ ಚಾಲನೆ ನೀಡಿ ಮಾತನಾಡಿದ ಅವರು, ಪಟ್ಟಣದ ಮಾದರಿಯಲ್ಲಿ ಹಳ್ಳಿಗಳಲ್ಲೂ ರಸ್ತೆ, ಕುಡಿಯುವ ನೀರು, ಶಾಲಾ ಕಟ್ಟಡಗಳು ನಿರ್ಮಾಣವಾಗಬೇಕು. ಶಿರಾ ತಾಲ್ಲೂಕಿನ ಹಲವಾರು ಗ್ರಾಮ ಪಂಚಾಯಿತಿ ವ್ಯಾಪ್ತಿಯಲ್ಲಿ ಯೋಜನೆಗಳನ್ನು ಜಾರಿಗೊಳಿಸಲಾಗುತ್ತಿದೆ. ಗ್ರಾಮೀಣ ಪ್ರದೇಶದ ಅಭಿವೃದ್ಧಿಯೇ ರಾಜ್ಯದ ಅಭಿವೃದ್ಧಿ ಎಂದರು. ಕುಡಿಯುವ ನೀರಿನ ಸಮಸ್ಯೆ ಬಗೆಹರಿಸಲು ಕ್ರಮ ಕೈಗೊಳ್ಳಲಾಗುವುದು. ಸರ್ಕಾರದ ಯೋಜನೆಗಳನ್ನು ಜನರಿಗೆ ತಲುಪಿಸಲು ಅಧಿಕಾರಿಗಳು ಶ್ರಮಿಸಬೇಕು. ಶಾಲಾ ಕಟ್ಟಡಗಳ ನಿರ್ಮಾಣಕ್ಕೆ ಅನುದಾನ ಒದಗಿಸಲಾಗಿದೆ ಎಂದರು. ಈ ಸಂದರ್ಭದಲ್ಲಿ ತಾಲ್ಲೂಕು ಪಂಚಾಯಿತಿ ಕಾರ್ಯನಿರ್ವಾಹಕ ಅಧಿಕಾರಿ, ಗ್ರಾಮ ಪಂಚಾಯಿತಿ ಅಧ್ಯಕ್ಷರು, ಉಪಾಧ್ಯಕ್ಷರು, ಸದಸ್ಯರು, ಪಿಡಿಒ, ಮುಖಂಡರಾದ ಎಸ್.ಆರ್.ಗೌಡ, ತಿಮ್ಮಯ್ಯ, ನರಸಿಂಹಯ್ಯ, ರಾಮಣ್ಣ, ಕರಿಯಣ್ಣ, ಸಿದ್ದಲಿಂಗಪ್ಪ, ಶಿವಣ್ಣ, ಲಕ್ಷ್ಮಿನರಸಯ್ಯ, ಗ್ರಾಮಸ್ಥರು ಹಾಜರಿದ್ದರು.: [960, 467, 1462, 593]
article-internal-reservation: [63, 1761, 936, 1836]
article-independence: [950, 1761, 1484, 1806]
body-text: ಸಿದ್ದಾಪುರ ಗ್ರಾಮದ ಸಮೀಪದಲ್ಲಿರುವ ಆಂಜನೇಯ ಸ್ವಾಮಿ ದೇವಸ್ಥಾನದ ಹುಂಡಿಯನ್ನು ಕಳ್ಳರು ಕಳವು ಮಾಡಿರುವ ಘಟನೆ ನಡೆದಿದೆ. ದೇವಾಲಯದಲ್ಲಿ ಹೊರಡುವ ರಸ್ತೆ ಬದಿಯಲ್ಲಿ ಇರುವ ದೇವಸ್ಥಾನದ ಬಾಗಿಲಿನ ಬೀಗ ಮುರಿದು ಒಳನುಗ್ಗಿದ ಕಳ್ಳರು ಹುಂಡಿಯನ್ನು ಹೊತ್ತೊಯ್ದು ಹಣ ದೋಚಿದ್ದಾರೆ. ಸುಮಾರು 20 ಕ್ಕೂ ಹೆಚ್ಚು ಬಾರಿ ಕಳ್ಳತನವಾಗಿದೆ. ಈ ಹಿಂದೆ ಈ ದೇವಾಲಯದ ಉತ್ಸವದ ಸಂದರ್ಭದಲ್ಲಿ ಸಂಗ್ರಹವಾದ ಹಣವನ್ನು ಕಳವು ಮಾಡಲಾಗಿತ್ತು. ಈ ಸಮಿತಿ ದಾಖಲಿಸಲಾಗಿದೆ ಎಂದು ದೇವಾಲಯದ ಸಮಿತಿ ತಿಳಿಸಿದೆ. ಹುಂಡಿ ಬೀಗ ಮುರಿದು ಹುಂಡಿಯನ್ನು ದೇವಸ್ಥಾನದ ಹಿಂಭಾಗದ ಹೊಲದಲ್ಲಿ ಬಿಸಾಡಿ ಹೋಗಿದ್ದಾರೆ. ಪೊಲೀಸ್ ಇಲಾಖೆಗೆ ಸುದ್ದಿ ತಿಳಿದು, ಈ ಸಂಬಂಧ ಸ್ಥಳಕ್ಕೆ ಭೇಟಿ ನೀಡಿ ಪರಿಶೀಲನೆ ನಡೆಸಿದ್ದಾರೆ. ಅಕ್ಕಪಕ್ಕದ ದೇವಸ್ಥಾನಗಳಲ್ಲಿ ಇದೇ ರೀತಿಯ ಘಟನೆ ನಡೆದಿದ್ದು, ಇಲಾಖೆಯ ಸಿಬ್ಬಂದಿ ರಾತ್ರಿ ವೇಳೆ ಗಸ್ತು ಹೆಚ್ಚಿಸಬೇಕು. ಕಳ್ಳರನ್ನು ಶೀಘ್ರವಾಗಿ ಪತ್ತೆ ಹಚ್ಚಿ ಕಾನೂನು ಕ್ರಮ ಕೈಗೊಳ್ಳಬೇಕು ಎಂದು ಗ್ರಾಮಸ್ಥರು ಒತ್ತಾಯಿಸಿದ್ದಾರೆ. ಗುರುವಾರದಂದು ಸ್ವಾಮಿ ಕುರಿತು ರಾತ್ರಿ ಪೂಜೆ ಮುಗಿಸಿ ಬಾಗಿಲು ಹಾಕಿಕೊಂಡು ಹೋಗಿದ್ದರು. ಶುಕ್ರವಾರ ಬೆಳಿಗ್ಗೆ ಪೂಜೆಗೆ ಬಂದಾಗ ಕಳ್ಳತನ ನಡೆದಿರುವುದು ಬೆಳಕಿಗೆ ಬಂದಿದೆ. ಸುಮಾರು 3.30 ರ ಸಮಯದಲ್ಲಿ ವೈ.ಎನ್.ಹೊಸಕೋಟೆ ಗ್ರಾಮದಿಂದ ಸುಮಾರು ಎರಡು ಕಿಲೋಮೀಟರ್ ಅಂತರದಲ್ಲಿ ಜನಸಂಚಾರ ಕಡಿಮೆ ಇರುವ ಪ್ರದೇಶದಲ್ಲಿ ಈ ದೇವಾಲಯವಿದೆ. ಹುಂಡಿಯಲ್ಲಿ ಸುಮಾರು 40 ಸಾವಿರ ರೂಪಾಯಿ ಹಣ ಸಂಗ್ರಹವಾಗಿತ್ತು ಎಂದು ಅರ್ಚಕರು ತಿಳಿಸಿದ್ದಾರೆ. ಈ ಬಗ್ಗೆ ಪೊಲೀಸ್ ಠಾಣೆಯಲ್ಲಿ ಪ್ರಕರಣ ದಾಖಲಾಗಿದೆ.: [709, 872, 933, 1252]
subheadline: ಇಂದು ಗ್ರಾಹಕರ ಸಂವಾದ ಸಭೆ: [63, 422, 256, 446]
headline: ಗ್ರಾಮೀಣ ಪ್ರದೇಶಗಳ ಸೌಕರ್ಯ ಕಲ್ಪಿಸಿ:ಬಿಕೆಎಂ: [1038, 123, 1396, 152]
body-text: ಮಾಜಿ ಸಹಕಾರ ಸಚಿವ ಕೆ.ಎನ್.ರಾಜಣ್ಣ ಪರವಾಗಿ ರಾಜ್ಯದ ಎಲ್ಲಾ ವಾಲ್ಮೀಕಿ ಸಮುದಾಯ ಜೊತೆಯಾಗಿ ನಿಂತುಕೊಂಡು ಅವರಿಗೆ ನ್ಯಾಯ ಕೊಡಿಸಲು ಕೆಲಸ ಮಾಡುತ್ತೇವೆ ಎಂದು ವಾಲ್ಮೀಕಿ ಸಮಾಜದ ಮುಖಂಡ ಜಿ.ಎನ್.ಅಣ್ಣಪ್ಪ ಸ್ವಾಮಿ ಹೇಳಿದರು. ಗುಬ್ಬಿ ಪಟ್ಟಣದ ಪ್ರವಾಸಿ ಮಂದಿರದಲ್ಲಿ ಪತ್ರಿಕಾಗೋಷ್ಠಿಯಲ್ಲಿ ಮಾತನಾಡಿ, ಕೆ.ಎನ್.ರಾಜಣ್ಣ ಅವರು ಸತ್ಯ ಹೇಳಿದ್ದಕ್ಕೆ ಕಾಂಗ್ರೆಸ್ ಹೈಕಮಾಂಡ್ ಅವರನ್ನು ಮಾನಸಿಕವಾಗಿ ವಜಾ ಮಾಡಿರುವುದು ಸರಿಯಲ್ಲ. ಇದು ದಲಿತ ನಾಯಕರ ಮೇಲೆ ನಡೆಯುತ್ತಿರುವ ಅನ್ಯಾಯ. ಕಾಂಗ್ರೆಸ್ ಪಕ್ಷದ ನಿಷ್ಠಾವಂತ ನಾಯಕರಾದ ಅವರನ್ನು ಮತ್ತೆ ಸಂಪುಟಕ್ಕೆ ಸೇರಿಸಿಕೊಳ್ಳಬೇಕು ಎಂದು ಒತ್ತಾಯಿಸಿದರು. ಸಮಾಜದ ಹಿರಿಯ ಮುಖಂಡರು, ಎಲ್ಲಾ ವಾಲ್ಮೀಕಿ ಸಮುದಾಯ ಕಾರ್ಯಕರ್ತರು ಈ ಸಂದರ್ಭದಲ್ಲಿ ಧ್ವನಿ ಎತ್ತಲು ನಿರ್ಧರಿಸಿದ್ದೇವೆ. ವಾಲ್ಮೀಕಿ ಸಮಾಜದ ಮುಖಂಡ ದೇವರಾಜು ಮಾತನಾಡಿ ಸಹಕಾರ ಕ್ಷೇತ್ರದಲ್ಲಿ ಸಾಕಷ್ಟು ಕೆಲಸ ಮಾಡಿದ ನಾಯಕರನ್ನು ಕೈಬಿಟ್ಟಿರುವುದು ಖಂಡನೀಯ ಎಂದರು. ಸುದ್ದಿಗೋಷ್ಠಿಯಲ್ಲಿ ಮಾಜಿ ತಾಲ್ಲೂಕು ಅಧ್ಯಕ್ಷ ರಾಜಣ್ಣ, ಯುವ ಘಟಕದ ಅಧ್ಯಕ್ಷ ಲಕ್ಷ್ಮಣ, ಶಂಕರ್, ಎಚ್.ಡಿ.ಯಲ್ಲಪ್ಪ, ನಾಗರಾಜು, ರಾಜಶೇಖರ್, ವಿಶ್ವನಾಥ್, ಚೇತನ್ ನಾಯಕ್, ವಿದ್ಯಾಸಾಗರ್, ಮಂಜುನಾಥ್ ಸ್ವಾಮಿ, ರಂಗಸ್ವಾಮಿ ಇದ್ದರು.: [428, 466, 933, 622]
photo-sapling-event: [960, 843, 1462, 1026]
body-text: ಸಮಾಜದಲ್ಲಿ ಪ್ರತಿಯೊಬ್ಬರು ಸಮಾನತೆಯಿಂದ ಬಾಳಿದರೆ ಮಾತ್ರ ದೇಶದ ಅಭಿವೃದ್ಧಿ ಸಾಧ್ಯ. ಜಾತಿ ಧರ್ಮ ಮೀರಿ ಎಲ್ಲರೂ ಒಂದಾಗಿ ಬದುಕಬೇಕು ಎಂದು ನಟ, ಸಾಮಾಜಿಕ ಹೋರಾಟಗಾರ ಚೇತನ್ ಅಹಿಂಸಾ ತಿಳಿಸಿದರು. ಕೊರಟಗೆರೆ ಪಟ್ಟಣದ ಕೆಎಸ್ಆರ್‌ಟಿಸಿ ಬಸ್ ನಿಲ್ದಾಣದ ಬಳಿ ಹಮ್ಮಿಕೊಂಡಿದ್ದ ಕಾರ್ಯಕ್ರಮದಲ್ಲಿ ಮಾತನಾಡಿದ ಅವರು, ಅಂಬೇಡ್ಕರ್ ಅವರ ಸಂವಿಧಾನ ಎಲ್ಲರಿಗೂ ಸಮಾನ ಹಕ್ಕುಗಳನ್ನು ನೀಡಿದೆ. ಅದರ ಆಶಯದಂತೆ ನಾವೆಲ್ಲರೂ ನಡೆದುಕೊಳ್ಳಬೇಕು. ದಲಿತ, ಹಿಂದುಳಿದ, ಅಲ್ಪಸಂಖ್ಯಾತ ಸಮುದಾಯಗಳು ಒಗ್ಗಟ್ಟಾಗಿ ಹೋರಾಟ ಮಾಡಬೇಕು. ಶಿಕ್ಷಣ, ಉದ್ಯೋಗ ಹಾಗೂ ಆರ್ಥಿಕ ಸಬಲೀಕರಣದ ಮೂಲಕ ಸಮಾಜದಲ್ಲಿ ಬದಲಾವಣೆ ತರಬಹುದು ಎಂದು ಹೇಳಿದರು. ಸಮಾಜದ ಎಲ್ಲಾ ವರ್ಗದವರು ಅಂಬೇಡ್ಕರ್ ಅವರ ಆದರ್ಶಗಳನ್ನು ಪಾಲಿಸಬೇಕು. ಈ ಸಂದರ್ಭದಲ್ಲಿ ಪಟ್ಟಣ ಪಂಚಾಯಿತಿ ಸದಸ್ಯರು, ದಲಿತ ಸಂಘರ್ಷ ಸಮಿತಿ ಮುಖಂಡರು, ಕೆ.ವಿ.ಪುರುಷೋತ್ತಮ್, ನಾಗರಾಜು, ಶಿವಕುಮಾರ್, ರಂಗನಾಥ್, ಗೋಪಾಲ್, ರಾಮಕೃಷ್ಣ, ಮಂಜುನಾಥ್, ನವೀನ್, ರಾಜೇಶ್, ಮಹೇಶ್, ಉಮೇಶ್, ಕುಮಾರ್, ಲಕ್ಷ್ಮಣ್, ನಾಗೇಶ್, ಶಂಕರ್, ವೆಂಕಟೇಶ್ ಸೇರಿದಂತೆ ಇತರರು ಹಾಜರಿದ್ದರು.: [611, 1372, 820, 1689]
article-hundi-body-left: [63, 870, 276, 1303]
school-sign: ಸರ್ಕಾರಿ ಕಿರಿಯ ಪ್ರಾಥಮಿಕ ಶಾಲೆ: [1157, 191, 1263, 204]
masthead: [58, 63, 1486, 104]
row-rule: [58, 1308, 1486, 1309]
masthead-rule: [58, 109, 1486, 111]
article-body: [63, 193, 406, 417]
body-text: ಸಿದ್ದಾಪುರ ಗ್ರಾಮದ ಸಮೀಪದಲ್ಲಿರುವ ಆಂಜನೇಯ ಸ್ವಾಮಿ ದೇವಸ್ಥಾನದ ಹುಂಡಿಯನ್ನು ಕಳ್ಳರು ಕಳವು ಮಾಡಿರುವ ಘಟನೆ ನಡೆದಿದೆ. ದೇವಾಲಯದಲ್ಲಿ ಹೊರಡುವ ರಸ್ತೆ ಬದಿಯಲ್ಲಿ ಇರುವ ದೇವಸ್ಥಾನದ ಬಾಗಿಲಿನ ಬೀಗ ಮುರಿದು ಒಳನುಗ್ಗಿದ ಕಳ್ಳರು ಹುಂಡಿಯನ್ನು ಹೊತ್ತೊಯ್ದು ಹಣ ದೋಚಿದ್ದಾರೆ. ಸುಮಾರು 20 ಕ್ಕೂ ಹೆಚ್ಚು ಬಾರಿ ಕಳ್ಳತನವಾಗಿದೆ. ಈ ಹಿಂದೆ ಈ ದೇವಾಲಯದ ಉತ್ಸವದ ಸಂದರ್ಭದಲ್ಲಿ ಸಂಗ್ರಹವಾದ ಹಣವನ್ನು ಕಳವು ಮಾಡಲಾಗಿತ್ತು. ಈ ಸಮಿತಿ ದಾಖಲಿಸಲಾಗಿದೆ ಎಂದು ದೇವಾಲಯದ ಸಮಿತಿ ತಿಳಿಸಿದೆ. ಹುಂಡಿ ಬೀಗ ಮುರಿದು ಹುಂಡಿಯನ್ನು ದೇವಸ್ಥಾನದ ಹಿಂಭಾಗದ ಹೊಲದಲ್ಲಿ ಬಿಸಾಡಿ ಹೋಗಿದ್ದಾರೆ. ಪೊಲೀಸ್ ಇಲಾಖೆಗೆ ಸುದ್ದಿ ತಿಳಿದು, ಈ ಸಂಬಂಧ ಸ್ಥಳಕ್ಕೆ ಭೇಟಿ ನೀಡಿ ಪರಿಶೀಲನೆ ನಡೆಸಿದ್ದಾರೆ. ಅಕ್ಕಪಕ್ಕದ ದೇವಸ್ಥಾನಗಳಲ್ಲಿ ಇದೇ ರೀತಿಯ ಘಟನೆ ನಡೆದಿದ್ದು, ಇಲಾಖೆಯ ಸಿಬ್ಬಂದಿ ರಾತ್ರಿ ವೇಳೆ ಗಸ್ತು ಹೆಚ್ಚಿಸಬೇಕು. ಕಳ್ಳರನ್ನು ಶೀಘ್ರವಾಗಿ ಪತ್ತೆ ಹಚ್ಚಿ ಕಾನೂನು ಕ್ರಮ ಕೈಗೊಳ್ಳಬೇಕು ಎಂದು ಗ್ರಾಮಸ್ಥರು ಒತ್ತಾಯಿಸಿದ್ದಾರೆ. ಗುರುವಾರದಂದು ಸ್ವಾಮಿ ಕುರಿತು ರಾತ್ರಿ ಪೂಜೆ ಮುಗಿಸಿ ಬಾಗಿಲು ಹಾಕಿಕೊಂಡು ಹೋಗಿದ್ದರು. ಶುಕ್ರವಾರ ಬೆಳಿಗ್ಗೆ ಪೂಜೆಗೆ ಬಂದಾಗ ಕಳ್ಳತನ ನಡೆದಿರುವುದು ಬೆಳಕಿಗೆ ಬಂದಿದೆ. ಸುಮಾರು 3.30 ರ ಸಮಯದಲ್ಲಿ ವೈ.ಎನ್.ಹೊಸಕೋಟೆ ಗ್ರಾಮದಿಂದ ಸುಮಾರು ಎರಡು ಕಿಲೋಮೀಟರ್ ಅಂತರದಲ್ಲಿ ಜನಸಂಚಾರ ಕಡಿಮೆ ಇರುವ ಪ್ರದೇಶದಲ್ಲಿ ಈ ದೇವಾಲಯವಿದೆ. ಹುಂಡಿಯಲ್ಲಿ ಸುಮಾರು 40 ಸಾವಿರ ರೂಪಾಯಿ ಹಣ ಸಂಗ್ರಹವಾಗಿತ್ತು ಎಂದು ಅರ್ಚಕರು ತಿಳಿಸಿದ್ದಾರೆ. ಈ ಬಗ್ಗೆ ಪೊಲೀಸ್ ಠಾಣೆಯಲ್ಲಿ ಪ್ರಕರಣ ದಾಖಲಾಗಿದೆ.: [63, 872, 276, 1269]
headline: ವಿದ್ಯಾರ್ಥಿಗಳು ಮಾದಕ ವ್ಯಸನದಿಂದ ದೂರವಿರಲಿ: [63, 1314, 399, 1339]
